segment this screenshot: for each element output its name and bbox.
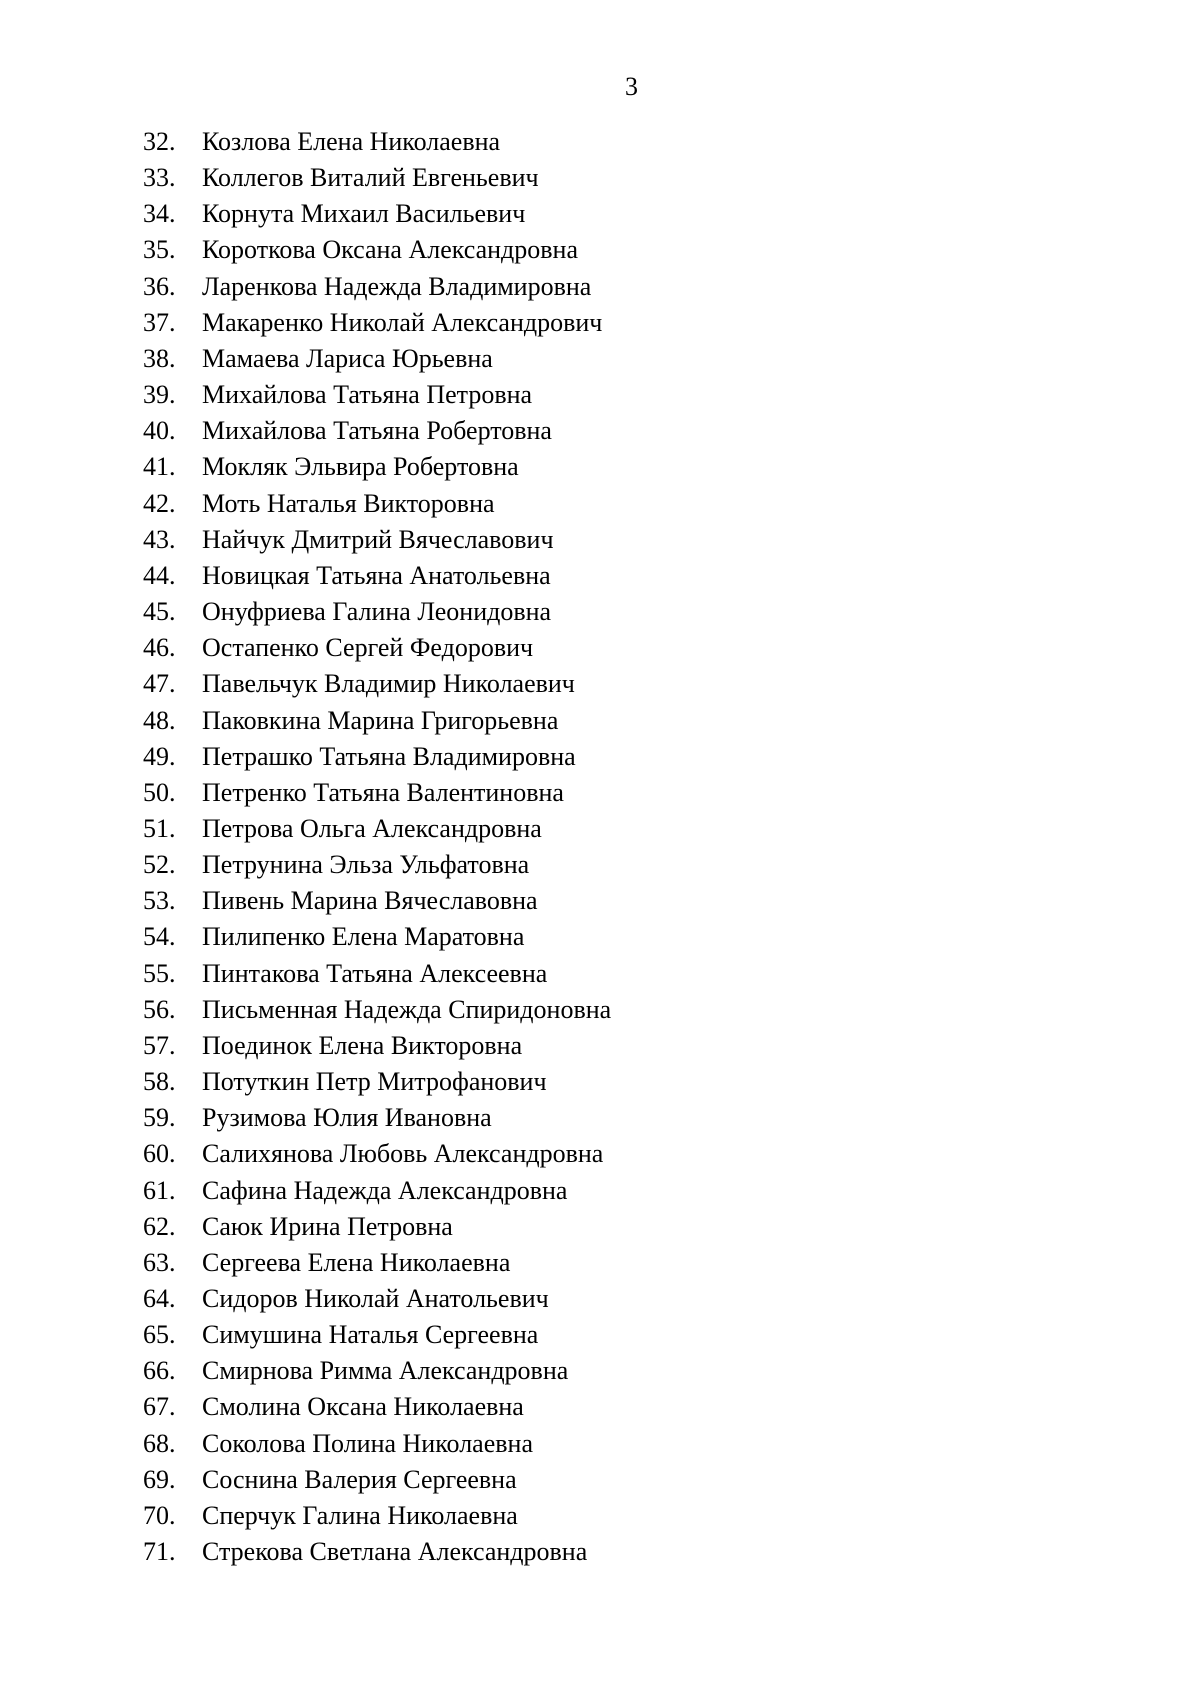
item-name: Сергеева Елена Николаевна (202, 1247, 511, 1277)
item-name: Поединок Елена Викторовна (202, 1030, 523, 1060)
item-number: 69. (143, 1464, 176, 1494)
item-name: Петрашко Татьяна Владимировна (202, 741, 576, 771)
item-number: 34. (143, 199, 176, 229)
item-number: 71. (143, 1537, 176, 1567)
item-number: 40. (143, 416, 176, 446)
item-number: 56. (143, 994, 176, 1024)
item-number: 67. (143, 1392, 176, 1422)
item-name: Павельчук Владимир Николаевич (202, 669, 575, 699)
item-name: Коллегов Виталий Евгеньевич (202, 163, 539, 193)
item-name: Ларенкова Надежда Владимировна (202, 271, 592, 301)
item-number: 43. (143, 524, 176, 554)
item-name: Рузимова Юлия Ивановна (202, 1103, 492, 1133)
item-name: Короткова Оксана Александровна (202, 235, 579, 265)
item-number: 42. (143, 488, 176, 518)
item-name: Новицкая Татьяна Анатольевна (202, 560, 551, 590)
item-number: 46. (143, 633, 176, 663)
item-number: 68. (143, 1428, 176, 1458)
item-number: 35. (143, 235, 176, 265)
item-name: Козлова Елена Николаевна (202, 127, 501, 156)
item-name: Пинтакова Татьяна Алексеевна (202, 958, 548, 988)
item-name: Мокляк Эльвира Робертовна (202, 452, 519, 482)
item-name: Паковкина Марина Григорьевна (202, 705, 559, 735)
item-name: Остапенко Сергей Федорович (202, 633, 534, 663)
item-number: 36. (143, 271, 176, 301)
item-name: Сперчук Галина Николаевна (202, 1500, 518, 1530)
item-number: 44. (143, 560, 176, 590)
item-name: Петрова Ольга Александровна (202, 813, 542, 843)
item-name: Стрекова Светлана Александровна (202, 1537, 588, 1567)
item-name: Пилипенко Елена Маратовна (202, 922, 525, 952)
item-name: Симушина Наталья Сергеевна (202, 1320, 539, 1350)
item-name: Сидоров Николай Анатольевич (202, 1284, 549, 1313)
item-number: 33. (143, 163, 176, 193)
item-number: 59. (143, 1103, 176, 1133)
item-number: 39. (143, 380, 176, 410)
item-name: Моть Наталья Викторовна (202, 488, 495, 518)
item-number: 51. (143, 813, 176, 843)
item-number: 53. (143, 886, 176, 916)
item-number: 49. (143, 741, 176, 771)
item-name: Мамаева Лариса Юрьевна (202, 343, 493, 373)
item-name: Корнута Михаил Васильевич (202, 199, 526, 229)
item-number: 58. (143, 1067, 176, 1097)
item-name: Онуфриева Галина Леонидовна (202, 597, 552, 627)
item-name: Соснина Валерия Сергеевна (202, 1464, 517, 1494)
item-number: 57. (143, 1030, 176, 1060)
item-name: Письменная Надежда Спиридоновна (202, 994, 612, 1024)
item-name: Найчук Дмитрий Вячеславович (202, 524, 554, 554)
item-number: 52. (143, 850, 176, 880)
item-number: 63. (143, 1247, 176, 1277)
item-number: 48. (143, 705, 176, 735)
item-name: Салихянова Любовь Александровна (202, 1139, 604, 1169)
item-name: Пивень Марина Вячеславовна (202, 886, 538, 916)
item-number: 61. (143, 1175, 176, 1205)
item-number: 50. (143, 777, 176, 807)
item-name: Смолина Оксана Николаевна (202, 1392, 524, 1422)
item-number: 45. (143, 597, 176, 627)
item-number: 70. (143, 1500, 176, 1530)
item-number: 54. (143, 922, 176, 952)
item-number: 47. (143, 669, 176, 699)
item-name: Макаренко Николай Александрович (202, 307, 603, 337)
item-name: Петрунина Эльза Ульфатовна (202, 850, 530, 880)
item-name: Сафина Надежда Александровна (202, 1175, 568, 1205)
item-number: 60. (143, 1139, 176, 1169)
item-number: 66. (143, 1356, 176, 1386)
page-number: 3 (625, 72, 638, 101)
item-name: Саюк Ирина Петровна (202, 1211, 453, 1241)
item-name: Соколова Полина Николаевна (202, 1428, 533, 1458)
item-name: Потуткин Петр Митрофанович (202, 1067, 547, 1097)
item-number: 32. (143, 127, 176, 156)
item-name: Смирнова Римма Александровна (202, 1356, 569, 1386)
item-name: Михайлова Татьяна Петровна (202, 380, 533, 410)
item-number: 64. (143, 1284, 176, 1313)
item-name: Михайлова Татьяна Робертовна (202, 416, 552, 446)
item-number: 38. (143, 343, 176, 373)
item-number: 55. (143, 958, 176, 988)
item-number: 62. (143, 1211, 176, 1241)
item-name: Петренко Татьяна Валентиновна (202, 777, 564, 807)
item-number: 41. (143, 452, 176, 482)
item-number: 65. (143, 1320, 176, 1350)
item-number: 37. (143, 307, 176, 337)
